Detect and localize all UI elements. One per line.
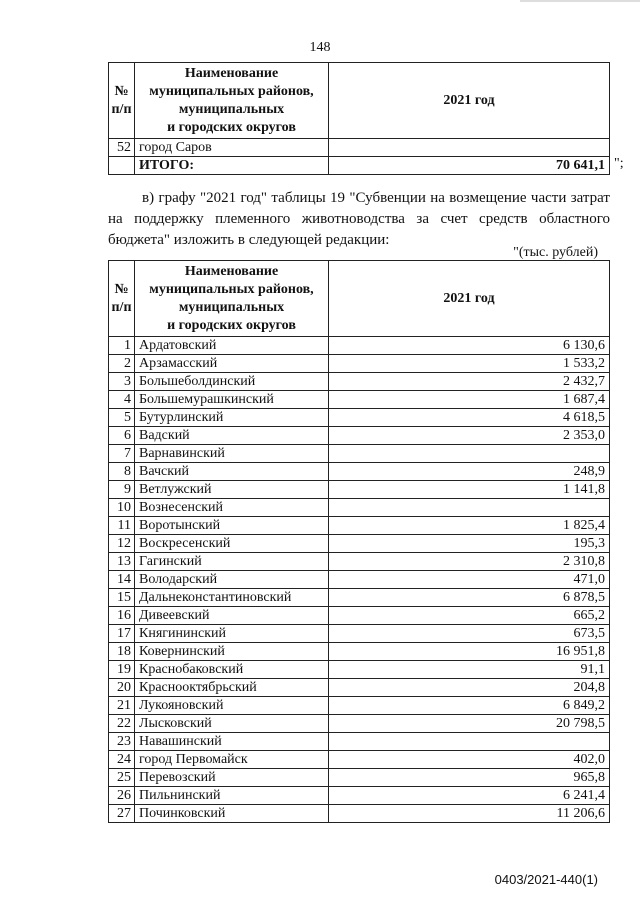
row-value: 91,1 — [329, 661, 610, 679]
row-value: 20 798,5 — [329, 715, 610, 733]
table-row — [109, 607, 610, 625]
header-name: Наименование муниципальных районов, муниципальных и городских округов — [135, 63, 329, 139]
row-value: 195,3 — [329, 535, 610, 553]
row-value — [329, 733, 610, 751]
table-row — [109, 337, 610, 355]
row-value: 665,2 — [329, 607, 610, 625]
header-name: Наименование муниципальных районов, муниципальных и городских округов — [135, 261, 329, 337]
row-number: 2 — [109, 355, 135, 373]
row-name: Воскресенский — [135, 535, 329, 553]
closing-quote: "; — [614, 156, 624, 171]
row-value: 1 533,2 — [329, 355, 610, 373]
table-row — [109, 787, 610, 805]
row-value: 11 206,6 — [329, 805, 610, 823]
row-value: 16 951,8 — [329, 643, 610, 661]
row-number: 13 — [109, 553, 135, 571]
row-value: 2 432,7 — [329, 373, 610, 391]
table-itogo — [108, 62, 610, 175]
header-num: № п/п — [109, 261, 135, 337]
row-number: 9 — [109, 481, 135, 499]
row-value: 6 849,2 — [329, 697, 610, 715]
page-number: 148 — [309, 40, 331, 55]
row-name: Перевозский — [135, 769, 329, 787]
row-value: 4 618,5 — [329, 409, 610, 427]
table-row — [109, 355, 610, 373]
table-row — [109, 373, 610, 391]
table-row — [109, 661, 610, 679]
row-number: 14 — [109, 571, 135, 589]
table-row — [109, 391, 610, 409]
row-name: Вачский — [135, 463, 329, 481]
row-name: Воротынский — [135, 517, 329, 535]
table-row — [109, 517, 610, 535]
table-row — [109, 805, 610, 823]
row-value — [329, 499, 610, 517]
table-row — [109, 751, 610, 769]
row-number: 7 — [109, 445, 135, 463]
row-number: 5 — [109, 409, 135, 427]
row-name: Лукояновский — [135, 697, 329, 715]
row-name: Краснобаковский — [135, 661, 329, 679]
row-value: 6 130,6 — [329, 337, 610, 355]
total-num — [109, 157, 135, 175]
row-value — [329, 445, 610, 463]
row-name: Володарский — [135, 571, 329, 589]
row-name: Варнавинский — [135, 445, 329, 463]
table-row — [109, 445, 610, 463]
row-name: Арзамасский — [135, 355, 329, 373]
row-name: Большемурашкинский — [135, 391, 329, 409]
row-value: 1 687,4 — [329, 391, 610, 409]
row-name: Пильнинский — [135, 787, 329, 805]
total-row — [109, 157, 610, 175]
row-number: 22 — [109, 715, 135, 733]
row-value: 6 241,4 — [329, 787, 610, 805]
row-number: 17 — [109, 625, 135, 643]
unit-label: "(тыс. рублей) — [513, 245, 598, 260]
table-row — [109, 463, 610, 481]
table-row — [109, 625, 610, 643]
row-number: 12 — [109, 535, 135, 553]
row-number: 20 — [109, 679, 135, 697]
row-number: 24 — [109, 751, 135, 769]
row-number: 4 — [109, 391, 135, 409]
row-name: Большеболдинский — [135, 373, 329, 391]
row-number: 11 — [109, 517, 135, 535]
row-number: 52 — [109, 139, 135, 157]
row-value: 2 310,8 — [329, 553, 610, 571]
row-number: 10 — [109, 499, 135, 517]
table-row — [109, 553, 610, 571]
table-row — [109, 535, 610, 553]
row-number: 18 — [109, 643, 135, 661]
row-value: 2 353,0 — [329, 427, 610, 445]
row-value: 1 825,4 — [329, 517, 610, 535]
row-name: Лысковский — [135, 715, 329, 733]
row-number: 3 — [109, 373, 135, 391]
row-number: 19 — [109, 661, 135, 679]
row-value: 204,8 — [329, 679, 610, 697]
row-name: Гагинский — [135, 553, 329, 571]
row-value: 965,8 — [329, 769, 610, 787]
row-number: 23 — [109, 733, 135, 751]
row-name: Бутурлинский — [135, 409, 329, 427]
table-row — [109, 643, 610, 661]
table-row — [109, 697, 610, 715]
table-row — [109, 679, 610, 697]
row-number: 25 — [109, 769, 135, 787]
header-num: № п/п — [109, 63, 135, 139]
row-value: 248,9 — [329, 463, 610, 481]
row-number: 8 — [109, 463, 135, 481]
table-row — [109, 481, 610, 499]
row-name: Ветлужский — [135, 481, 329, 499]
row-name: Краснооктябрьский — [135, 679, 329, 697]
row-value: 402,0 — [329, 751, 610, 769]
table-row — [109, 589, 610, 607]
row-number: 6 — [109, 427, 135, 445]
row-name: Ковернинский — [135, 643, 329, 661]
document-code: 0403/2021-440(1) — [494, 872, 598, 887]
row-number: 16 — [109, 607, 135, 625]
row-number: 26 — [109, 787, 135, 805]
table-row — [109, 427, 610, 445]
table-row — [109, 499, 610, 517]
row-value — [329, 139, 610, 157]
row-name: Вадский — [135, 427, 329, 445]
table-row — [109, 139, 610, 157]
row-value: 1 141,8 — [329, 481, 610, 499]
row-value: 6 878,5 — [329, 589, 610, 607]
row-value: 673,5 — [329, 625, 610, 643]
table-row — [109, 769, 610, 787]
row-name: Починковский — [135, 805, 329, 823]
row-number: 15 — [109, 589, 135, 607]
amendment-paragraph: в) графу "2021 год" таблицы 19 "Субвенции на возмещение части затрат на поддержку племенного животноводства за счет средств областного бюджета" изложить в следующей редакции: — [108, 190, 610, 248]
header-year: 2021 год — [329, 261, 610, 337]
table-row — [109, 715, 610, 733]
row-name: город Первомайск — [135, 751, 329, 769]
total-value: 70 641,1 — [329, 157, 610, 175]
table-row — [109, 409, 610, 427]
row-name: Навашинский — [135, 733, 329, 751]
table-row — [109, 733, 610, 751]
row-name: город Саров — [135, 139, 329, 157]
row-number: 27 — [109, 805, 135, 823]
row-name: Вознесенский — [135, 499, 329, 517]
row-value: 471,0 — [329, 571, 610, 589]
row-name: Княгининский — [135, 625, 329, 643]
row-number: 1 — [109, 337, 135, 355]
table-row — [109, 571, 610, 589]
row-name: Дальнеконстантиновский — [135, 589, 329, 607]
header-year: 2021 год — [329, 63, 610, 139]
table-subventions — [108, 260, 610, 823]
row-name: Ардатовский — [135, 337, 329, 355]
scan-edge-line — [520, 0, 640, 2]
row-number: 21 — [109, 697, 135, 715]
row-name: Дивеевский — [135, 607, 329, 625]
total-label: ИТОГО: — [135, 157, 329, 175]
